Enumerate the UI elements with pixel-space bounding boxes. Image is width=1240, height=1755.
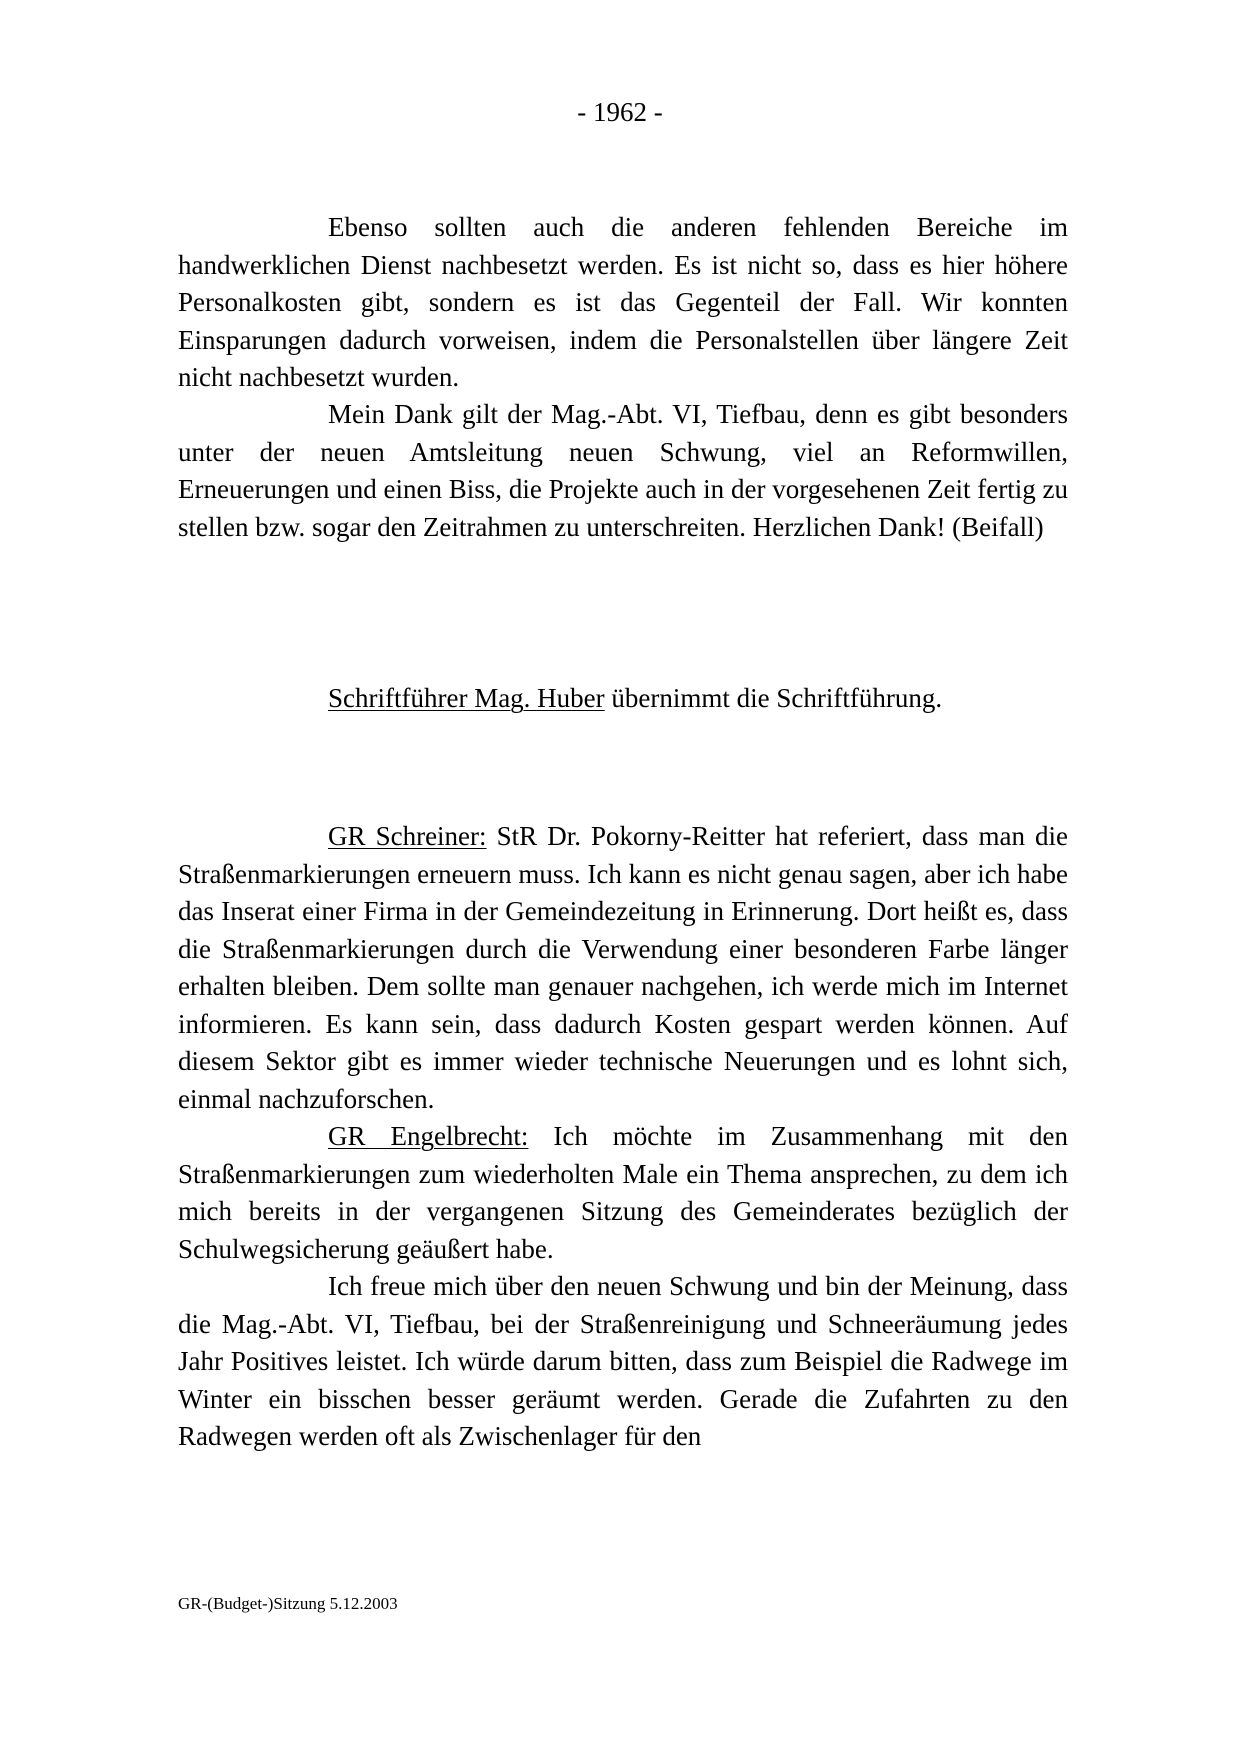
page-footer: GR-(Budget-)Sitzung 5.12.2003: [178, 1594, 398, 1613]
page-number: - 1962 -: [577, 97, 663, 127]
speaker-name: GR Schreiner:: [328, 821, 487, 851]
paragraph-thanks: Mein Dank gilt der Mag.-Abt. VI, Tiefbau, denn es gibt besonders unter der neuen Amtsleitung neuen Schwung, viel an Reformwillen, Erneuerungen und einen Biss, die Projekte auch in der vorgesehenen Zeit fertig zu stellen bzw. sogar den Zeitrahmen zu unterschreiten. Herzlichen Dank! (Beifall): [178, 399, 1068, 542]
paragraph-text: Ich möchte im Zusammenhang mit den Straßenmarkierungen zum wiederholten Male ein Thema ansprechen, zu dem ich mich bereits in der vergangenen Sitzung des Gemeinderates bezüglich der Schulwegsicherung geäußert habe.: [178, 1121, 1068, 1264]
paragraph-schreiner: [178, 818, 1068, 1118]
paragraph-text: übernimmt die Schriftführung.: [604, 683, 943, 713]
paragraph-engelbrecht: [178, 1118, 1068, 1268]
speaker-name: Schriftführer Mag. Huber: [328, 683, 605, 713]
paragraph-winter-service: Ich freue mich über den neuen Schwung und bin der Meinung, dass die Mag.-Abt. VI, Tiefbau, bei der Straßenreinigung und Schneeräumung jedes Jahr Positives leistet. Ich würde darum bitten, dass zum Beispiel die Radwege im Winter ein bisschen besser geräumt werden. Gerade die Zufahrten zu den Radwegen werden oft als Zwischenlager für den: [178, 1271, 1068, 1451]
paragraph-personnel: Ebenso sollten auch die anderen fehlenden Bereiche im handwerklichen Dienst nachbesetzt werden. Es ist nicht so, dass es hier höhere Personalkosten gibt, sondern es ist das Gegenteil der Fall. Wir konnten Einsparungen dadurch vorweisen, indem die Personalstellen über längere Zeit nicht nachbesetzt wurden.: [178, 212, 1068, 392]
paragraph-secretary-change: [178, 680, 1068, 718]
paragraph-text: StR Dr. Pokorny-Reitter hat referiert, dass man die Straßenmarkierungen erneuern muss. Ich kann es nicht genau sagen, aber ich habe das Inserat einer Firma in der Gemeindezeitung in Erinnerung. Dort heißt es, dass die Straßenmarkierungen durch die Verwendung einer besonderen Farbe länger erhalten bleiben. Dem sollte man genauer nachgehen, ich werde mich im Internet informieren. Es kann sein, dass dadurch Kosten gespart werden können. Auf diesem Sektor gibt es immer wieder technische Neuerungen und es lohnt sich, einmal nachzuforschen.: [178, 821, 1069, 1114]
speaker-name: GR Engelbrecht:: [328, 1121, 529, 1151]
